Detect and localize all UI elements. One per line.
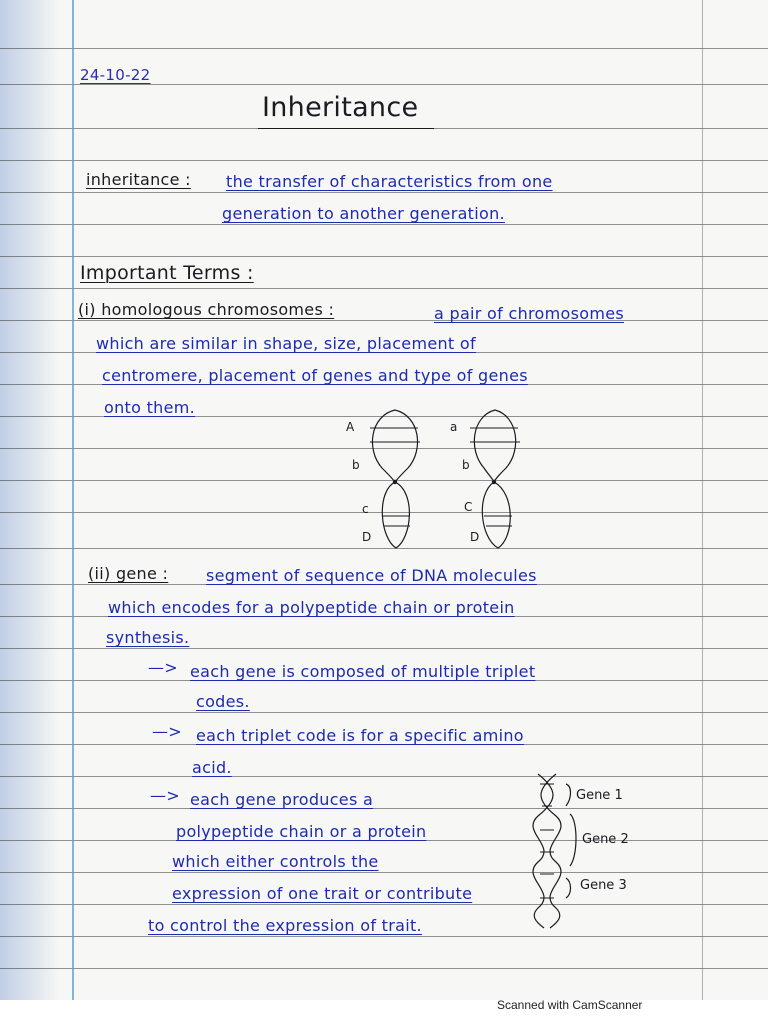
ruled-line <box>0 288 768 289</box>
definition-line-2: generation to another generation. <box>222 204 505 223</box>
arrow-icon: —> <box>152 722 183 741</box>
bullet3-line-2: polypeptide chain or a protein <box>176 822 427 841</box>
definition-line-1: the transfer of characteristics from one <box>226 172 553 191</box>
arrow-icon: —> <box>150 786 181 805</box>
ruled-line <box>0 256 768 257</box>
bullet3-line-1: each gene produces a <box>190 790 374 809</box>
left-margin-line <box>72 0 74 1000</box>
allele-label-left-2: b <box>352 458 360 472</box>
bullet2-line-2: acid. <box>192 758 232 777</box>
gene-label-2: Gene 2 <box>582 832 629 847</box>
definition-term: inheritance : <box>86 170 191 189</box>
term1-label: (i) homologous chromosomes : <box>78 300 335 319</box>
note-date: 24-10-22 <box>80 66 151 84</box>
ruled-line <box>0 648 768 649</box>
right-margin-line <box>702 0 703 1000</box>
term1-line-1: a pair of chromosomes <box>434 304 624 323</box>
term1-line-4: onto them. <box>104 398 196 417</box>
term1-line-2: which are similar in shape, size, placement of <box>96 334 476 353</box>
bullet2-line-1: each triplet code is for a specific amino <box>196 726 524 745</box>
ruled-line <box>0 712 768 713</box>
ruled-line <box>0 160 768 161</box>
bullet1-line-2: codes. <box>196 692 250 711</box>
allele-label-left-4: D <box>362 530 372 544</box>
gene-label-1: Gene 1 <box>576 788 623 803</box>
ruled-line <box>0 320 768 321</box>
allele-label-left-3: c <box>362 502 369 516</box>
ruled-line <box>0 192 768 193</box>
bullet3-line-5: to control the expression of trait. <box>148 916 422 935</box>
ruled-line <box>0 84 768 85</box>
page-title: Inheritance <box>262 92 419 123</box>
allele-label-right-1: a <box>450 420 458 434</box>
allele-label-right-3: C <box>464 500 473 514</box>
allele-label-right-4: D <box>470 530 480 544</box>
bullet1-line-1: each gene is composed of multiple triplet <box>190 662 536 681</box>
term2-label: (ii) gene : <box>88 564 169 583</box>
ruled-line <box>0 224 768 225</box>
bullet3-line-3: which either controls the <box>172 852 379 871</box>
section-heading: Important Terms : <box>80 262 254 284</box>
term2-line-2: which encodes for a polypeptide chain or protein <box>108 598 515 617</box>
allele-label-left-1: A <box>346 420 355 434</box>
scanner-watermark: Scanned with CamScanner <box>497 998 643 1012</box>
page-edge-shadow <box>0 0 60 1000</box>
bullet3-line-4: expression of one trait or contribute <box>172 884 473 903</box>
arrow-icon: —> <box>148 658 179 677</box>
ruled-line <box>0 936 768 937</box>
gene-label-3: Gene 3 <box>580 878 627 893</box>
allele-label-right-2: b <box>462 458 470 472</box>
term2-line-1: segment of sequence of DNA molecules <box>206 566 537 585</box>
term1-line-3: centromere, placement of genes and type of genes <box>102 366 528 385</box>
ruled-line <box>0 48 768 49</box>
ruled-line <box>0 968 768 969</box>
term2-line-3: synthesis. <box>106 628 190 647</box>
title-underline <box>258 128 434 129</box>
